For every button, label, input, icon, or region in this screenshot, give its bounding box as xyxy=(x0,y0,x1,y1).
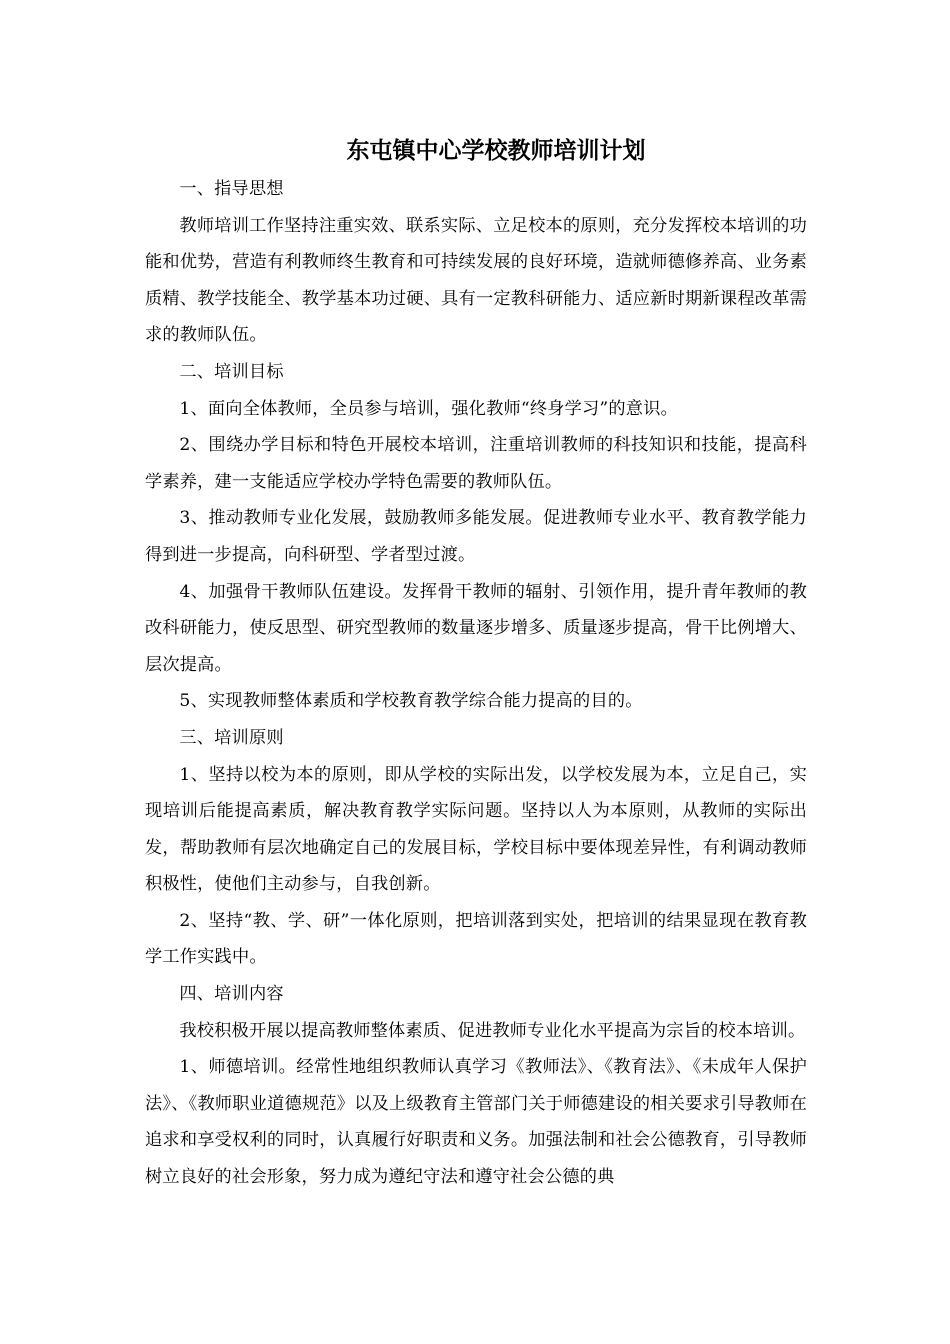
paragraph: 我校积极开展以提高教师整体素质、促进教师专业化水平提高为宗旨的校本培训。 xyxy=(179,1020,806,1041)
paragraph: 2、围绕办学目标和特色开展校本培训，注重培训教师的科技知识和技能，提高科学素养，建一支能适应学校办学特色需要的教师队伍。 xyxy=(145,435,807,492)
paragraph: 2、坚持“教、学、研”一体化原则，把培训落到实处，把培训的结果显现在教育教学工作实践中。 xyxy=(145,910,807,968)
paragraph: 4、加强骨干教师队伍建设。发挥骨干教师的辐射、引领作用，提升青年教师的教改科研能力，使反思型、研究型教师的数量逐步增多、质量逐步提高，骨干比例增大、层次提高。 xyxy=(145,581,807,675)
paragraph: 1、面向全体教师，全员参与培训，强化教师“终身学习”的意识。 xyxy=(179,398,678,419)
document-body xyxy=(145,133,807,1196)
document-title: 东屯镇中心学校教师培训计划 xyxy=(346,138,646,164)
section-heading-training-content: 四、培训内容 xyxy=(179,984,284,1005)
paragraph: 教师培训工作坚持注重实效、联系实际、立足校本的原则，充分发挥校本培训的功能和优势，营造有利教师终生教育和可持续发展的良好环境，造就师德修养高、业务素质精、教学技能全、教学基本功过硬、具有一定教科研能力、适应新时期新课程改革需求的教师队伍。 xyxy=(145,215,807,346)
paragraph: 1、坚持以校为本的原则，即从学校的实际出发，以学校发展为本，立足自己，实现培训后能提高素质，解决教育教学实际问题。坚持以人为本原则，从教师的实际出发，帮助教师有层次地确定自己的发展目标，学校目标中要体现差异性，有利调动教师积极性，使他们主动参与，自我创新。 xyxy=(145,764,807,895)
section-heading-training-goals: 二、培训目标 xyxy=(179,361,284,382)
paragraph: 5、实现教师整体素质和学校教育教学综合能力提高的目的。 xyxy=(179,691,643,712)
section-heading-training-principles: 三、培训原则 xyxy=(179,727,284,748)
paragraph: 1、师德培训。经常性地组织教师认真学习《教师法》、《教育法》、《未成年人保护法》、《教师职业道德规范》以及上级教育主管部门关于师德建设的相关要求引导教师在追求和享受权利的同时，认真履行好职责和义务。加强法制和社会公德教育，引导教师树立良好的社会形象，努力成为遵纪守法和遵守社会公德的典 xyxy=(145,1057,807,1188)
section-heading-guiding-thought: 一、指导思想 xyxy=(179,179,284,199)
paragraph: 3、推动教师专业化发展，鼓励教师多能发展。促进教师专业水平、教育教学能力得到进一步提高，向科研型、学者型过渡。 xyxy=(145,508,807,565)
